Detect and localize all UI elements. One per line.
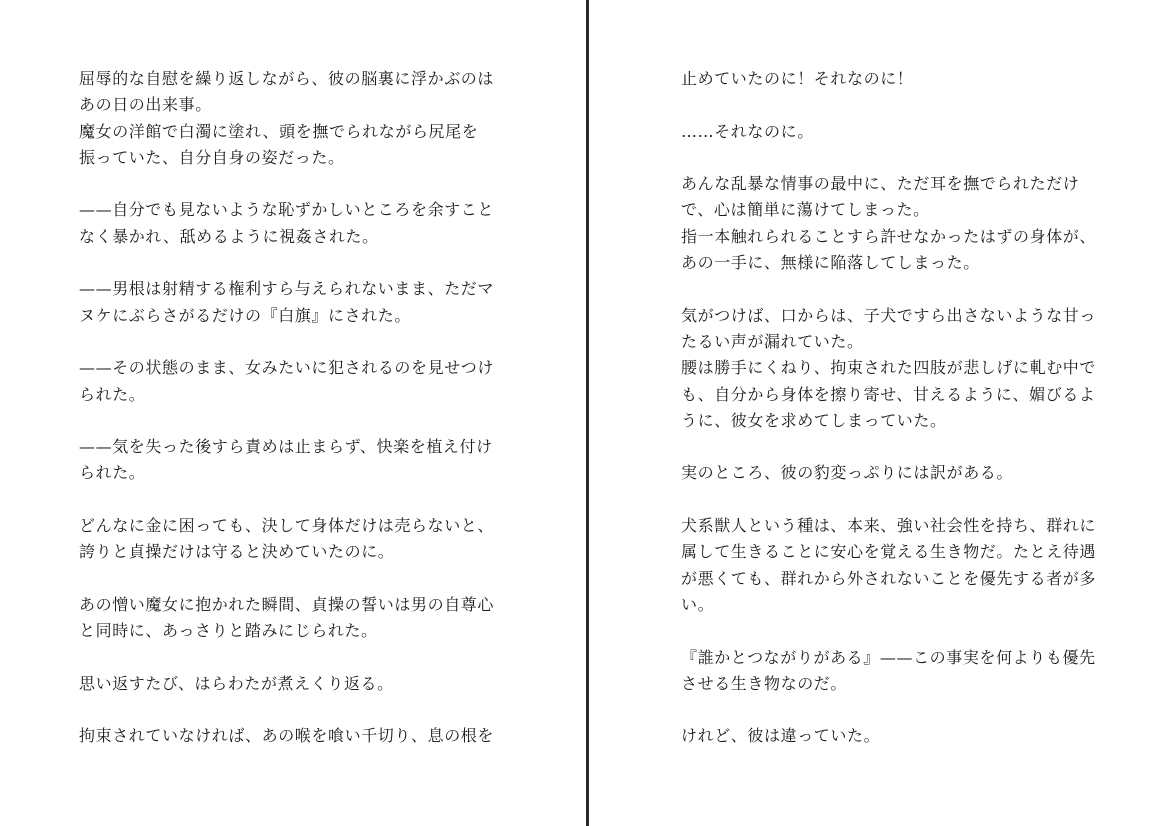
text-line: ——男根は射精する権利すら与えられないまま、ただマ [79, 279, 495, 299]
blank-line [681, 697, 1121, 723]
text-line: けれど、彼は違っていた。 [681, 726, 881, 746]
text-line: 『誰かとつながりがある』——この事実を何よりも優先 [681, 647, 1096, 667]
text-line: 魔女の洋館で白濁に塗れ、頭を撫でられながら尻尾を [79, 121, 479, 141]
blank-line [681, 487, 1121, 513]
blank-line [79, 408, 509, 434]
text-line: させる生き物なのだ。 [681, 673, 848, 693]
text-line: られた。 [79, 463, 146, 483]
text-line: ——自分でも見ないような恥ずかしいところを余すこと [79, 200, 495, 220]
text-line: 実のところ、彼の豹変っぷりには訳がある。 [681, 463, 1014, 483]
blank-line [79, 171, 509, 197]
text-line: い。 [681, 594, 715, 614]
text-line: うに、彼女を求めてしまっていた。 [681, 410, 947, 430]
blank-line [79, 329, 509, 355]
blank-line [681, 434, 1121, 460]
text-line: 屈辱的な自慰を繰り返しながら、彼の脳裏に浮かぶのは [79, 69, 495, 88]
text-line: あの憎い魔女に抱かれた瞬間、貞操の誓いは男の自尊心 [79, 594, 495, 614]
blank-line [79, 487, 509, 513]
text-line: あんな乱暴な情事の最中に、ただ耳を撫でられただけ [681, 174, 1080, 194]
text-line: なく暴かれ、舐めるように視姦された。 [79, 226, 379, 246]
blank-line [681, 276, 1121, 302]
blank-line [79, 697, 509, 723]
text-line: が悪くても、群れから外されないことを優先する者が多 [681, 568, 1097, 588]
blank-line [681, 92, 1121, 118]
blank-line [79, 250, 509, 276]
text-line: 誇りと貞操だけは守ると決めていたのに。 [79, 542, 395, 562]
text-line: ……それなのに。 [681, 121, 814, 141]
text-line: あの一手に、無様に陥落してしまった。 [681, 253, 980, 273]
text-line: 犬系獣人という種は、本来、強い社会性を持ち、群れに [681, 516, 1097, 536]
text-line: 拘束されていなければ、あの喉を喰い千切り、息の根を [79, 726, 495, 746]
text-line: られた。 [79, 384, 146, 404]
text-line: 指一本触れられることすら許せなかったはずの身体が、 [681, 226, 1097, 246]
blank-line [681, 618, 1121, 644]
text-line: 腰は勝手にくねり、拘束された四肢が悲しげに軋む中で [681, 358, 1097, 378]
blank-line [79, 645, 509, 671]
page-gutter-divider [586, 0, 589, 826]
text-line: 振っていた、自分自身の姿だった。 [79, 147, 345, 167]
right-page [681, 66, 1121, 806]
text-line: で、心は簡単に蕩けてしまった。 [681, 200, 930, 220]
text-line: 気がつけば、口からは、子犬ですら出さないような甘っ [681, 305, 1097, 325]
text-line: 止めていたのに！それなのに！ [681, 69, 914, 88]
left-page [79, 66, 509, 806]
text-line: と同時に、あっさりと踏みにじられた。 [79, 621, 378, 641]
text-line: ——気を失った後すら責めは止まらず、快楽を植え付け [79, 437, 493, 457]
text-line: たるい声が漏れていた。 [681, 331, 864, 351]
text-line: あの日の出来事。 [79, 95, 212, 115]
text-line: も、自分から身体を擦り寄せ、甘えるように、媚びるよ [681, 384, 1096, 404]
text-line: ——その状態のまま、女みたいに犯されるのを見せつけ [79, 358, 495, 378]
text-line: 属して生きることに安心を覚える生き物だ。たとえ待遇 [681, 542, 1097, 562]
blank-line [681, 145, 1121, 171]
blank-line [79, 566, 509, 592]
text-line: どんなに金に困っても、決して身体だけは売らないと、 [79, 516, 495, 536]
text-line: 思い返すたび、はらわたが煮えくり返る。 [79, 673, 394, 693]
text-line: ヌケにぶらさがるだけの『白旗』にされた。 [79, 305, 412, 325]
